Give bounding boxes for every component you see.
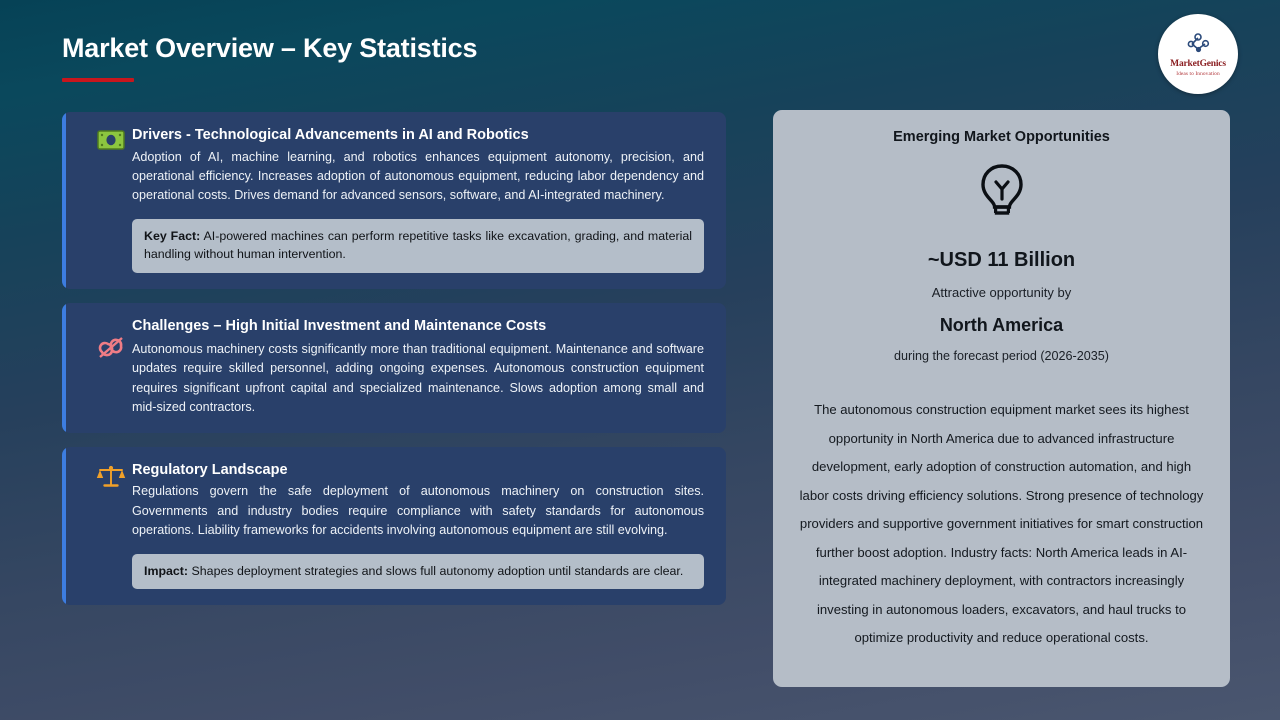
note-text: Shapes deployment strategies and slows full autonomy adoption until standards are clear. [191,563,684,578]
card-title: Challenges – High Initial Investment and Maintenance Costs [132,317,547,334]
note-text: AI-powered machines can perform repetitive tasks like excavation, grading, and material handling without human intervention. [144,228,692,262]
emerging-opportunity-panel [773,110,1230,687]
impact-note [132,554,704,589]
lightbulb-icon [795,163,1208,221]
card-text: Regulations govern the safe deployment of autonomous machinery on construction sites. Governments and industry bodies require compliance with safety standards for autonomous operations. Liability frameworks for accidents involving autonomous equipment are still evolving. [132,484,704,537]
network-nodes-icon [1185,32,1211,59]
key-fact-note [132,219,704,273]
opportunity-description: The autonomous construction equipment market sees its highest opportunity in North America due to advanced infrastructure development, early adoption of construction automation, and high labor costs driving efficiency solutions. Strong presence of technology providers and supportive government initiatives for smart construction further boost adoption. Industry facts: North America leads in AI-integrated machinery deployment, with contractors increasingly investing in autonomous loaders, excavators, and haul trucks to optimize productivity and reduce operational costs. [799,402,1204,646]
card-text: Adoption of AI, machine learning, and robotics enhances equipment autonomy, precision, and operational efficiency. Increases adoption of autonomous equipment, reducing labor dependency and operational costs. Drives demand for advanced sensors, software, and AI-integrated machinery. [132,149,704,202]
insight-card-regulatory [62,447,726,605]
card-title: Drivers - Technological Advancements in AI and Robotics [132,127,529,143]
logo-name: MarketGenics [1170,58,1226,69]
insight-card-list [62,112,726,619]
slide-header [62,32,822,82]
money-banknote-icon [90,126,132,151]
note-label: Key Fact: [144,228,201,243]
opportunity-subtitle: Attractive opportunity by [931,285,1072,300]
insight-card-drivers [62,112,726,289]
balance-scales-icon [90,461,132,490]
note-label: Impact: [144,563,189,578]
page-title: Market Overview – Key Statistics [62,33,478,63]
card-text: Autonomous machinery costs significantly more than traditional equipment. Maintenance and software updates require skilled personnel, adding ongoing expenses. Autonomous construction equipment requires significant upfront capital and specialized maintenance. Slows adoption among small and mid-sized contractors. [132,342,704,414]
card-title: Regulatory Landscape [132,461,288,478]
broken-link-icon [90,317,132,361]
title-accent-underline [62,78,134,82]
opportunity-period: during the forecast period (2026-2035) [894,349,1109,363]
brand-logo [1158,14,1238,94]
panel-title: Emerging Market Opportunities [893,129,1110,145]
opportunity-region: North America [939,315,1064,335]
insight-card-challenges [62,303,726,433]
logo-tagline: Ideas to Innovation [1176,70,1220,77]
opportunity-value: ~USD 11 Billion [927,249,1076,271]
